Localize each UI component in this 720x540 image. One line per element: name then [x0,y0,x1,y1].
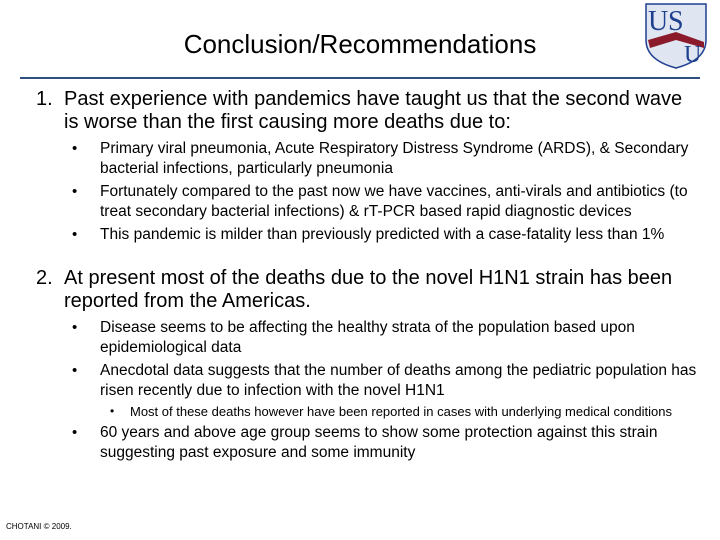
bullet-text: Fortunately compared to the past now we have vaccines, anti-virals and antibiotics (to treat secondary bacterial infections) & rT-PCR based rapid diagnostic devices [100,183,688,220]
sub-bullet-list [100,403,700,420]
bullet-icon: • [72,226,78,243]
bullet-item [64,225,700,245]
sub-bullet-item [100,403,700,420]
bullet-list [64,318,700,463]
title-divider [20,77,700,79]
copyright-footer: CHOTANI © 2009. [6,522,72,531]
slide-body [32,88,700,466]
bullet-text: Anecdotal data suggests that the number of deaths among the pediatric population has risen recently due to infection with the novel H1N1 [100,362,697,399]
point-text: At present most of the deaths due to the novel H1N1 strain has been reported from the Americas. [64,267,673,312]
bullet-text: Primary viral pneumonia, Acute Respiratory Distress Syndrome (ARDS), & Secondary bacterial infections, particularly pneumonia [100,140,689,177]
numbered-point-2 [32,267,700,463]
bullet-text: Disease seems to be affecting the healthy strata of the population based upon epidemiological data [100,319,635,356]
svg-text:U: U [648,6,669,37]
point-text: Past experience with pandemics have taught us that the second wave is worse than the first causing more deaths due to: [64,88,683,133]
bullet-icon: • [72,319,78,336]
bullet-text: This pandemic is milder than previously predicted with a case-fatality less than 1% [100,226,665,243]
bullet-icon: • [72,424,78,441]
bullet-icon: • [110,404,115,418]
bullet-icon: • [72,183,78,200]
bullet-icon: • [72,140,78,157]
bullet-item [64,318,700,358]
numbered-point-1 [32,88,700,245]
bullet-item [64,139,700,179]
bullet-icon: • [72,362,78,379]
svg-text:U: U [684,42,702,68]
point-number: 2. [36,267,53,289]
bullet-item [64,182,700,222]
point-number: 1. [36,88,53,110]
sub-bullet-text: Most of these deaths however have been reported in cases with underlying medical conditions [130,404,672,419]
bullet-item [64,361,700,420]
bullet-item [64,423,700,463]
slide-title: Conclusion/Recommendations [183,29,537,59]
svg-text:S: S [668,6,684,37]
bullet-text: 60 years and above age group seems to show some protection against this strain suggesting past exposure and some immunity [100,424,658,461]
bullet-list [64,139,700,245]
